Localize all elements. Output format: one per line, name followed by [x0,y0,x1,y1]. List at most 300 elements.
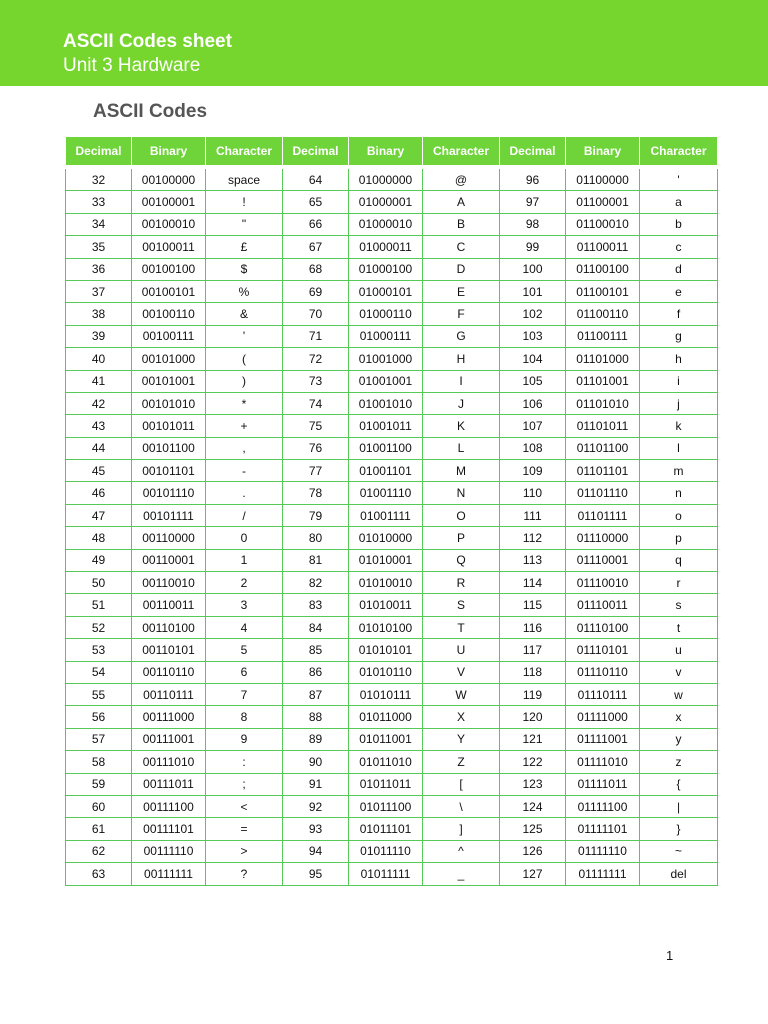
column-header: Decimal [500,137,566,168]
table-row [66,482,718,504]
table-cell: 45 [66,460,132,482]
table-cell: 01100110 [566,303,640,325]
table-cell: 01100100 [566,258,640,280]
table-cell: = [206,818,283,840]
table-cell: 00111101 [132,818,206,840]
table-cell: 01000111 [349,325,423,347]
table-cell: 01001001 [349,370,423,392]
document-title: ASCII Codes sheet [63,31,232,52]
table-cell: 01111101 [566,818,640,840]
table-row [66,773,718,795]
table-cell: ; [206,773,283,795]
column-header: Binary [566,137,640,168]
table-cell: 69 [283,280,349,302]
table-cell: & [206,303,283,325]
table-cell: 01111011 [566,773,640,795]
table-cell: 86 [283,661,349,683]
table-cell: 01011000 [349,706,423,728]
table-cell: 62 [66,840,132,862]
table-cell: d [640,258,718,280]
table-cell: 37 [66,280,132,302]
table-cell: 106 [500,392,566,414]
table-cell: 55 [66,683,132,705]
table-cell: 66 [283,213,349,235]
table-cell: 01001011 [349,415,423,437]
table-cell: 32 [66,167,132,191]
table-cell: @ [423,167,500,191]
table-cell: 56 [66,706,132,728]
table-cell: 77 [283,460,349,482]
table-cell: 01110000 [566,527,640,549]
table-cell: Q [423,549,500,571]
table-cell: . [206,482,283,504]
table-cell: % [206,280,283,302]
table-cell: 00110100 [132,616,206,638]
table-cell: 5 [206,639,283,661]
table-cell: 95 [283,863,349,885]
table-cell: 00111100 [132,795,206,817]
table-cell: [ [423,773,500,795]
table-row [66,594,718,616]
table-cell: P [423,527,500,549]
table-row [66,818,718,840]
table-cell: 01101010 [566,392,640,414]
table-cell: F [423,303,500,325]
table-cell: Y [423,728,500,750]
table-cell: 71 [283,325,349,347]
table-cell: 00110010 [132,572,206,594]
table-cell: > [206,840,283,862]
table-cell: ( [206,348,283,370]
table-cell: 01110110 [566,661,640,683]
table-cell: 122 [500,751,566,773]
table-cell: 01011111 [349,863,423,885]
table-cell: 83 [283,594,349,616]
table-row [66,258,718,280]
table-cell: 01010011 [349,594,423,616]
table-row [66,661,718,683]
table-cell: H [423,348,500,370]
table-cell: 46 [66,482,132,504]
table-cell: 58 [66,751,132,773]
table-cell: o [640,504,718,526]
table-cell: 01010101 [349,639,423,661]
table-cell: q [640,549,718,571]
table-cell: K [423,415,500,437]
table-row [66,863,718,885]
table-cell: k [640,415,718,437]
table-cell: m [640,460,718,482]
table-cell: 118 [500,661,566,683]
table-cell: 01011011 [349,773,423,795]
table-cell: O [423,504,500,526]
table-cell: ? [206,863,283,885]
table-cell: 87 [283,683,349,705]
table-cell: 111 [500,504,566,526]
table-cell: | [640,795,718,817]
table-cell: 00111110 [132,840,206,862]
table-row [66,213,718,235]
table-cell: ! [206,191,283,213]
table-cell: 01111001 [566,728,640,750]
table-cell: 96 [500,167,566,191]
table-cell: 94 [283,840,349,862]
table-cell: / [206,504,283,526]
table-cell: 1 [206,549,283,571]
table-cell: 01010001 [349,549,423,571]
table-cell: x [640,706,718,728]
table-cell: < [206,795,283,817]
table-cell: 01110100 [566,616,640,638]
table-cell: 01010100 [349,616,423,638]
table-cell: 6 [206,661,283,683]
table-cell: 98 [500,213,566,235]
table-row [66,348,718,370]
table-cell: 38 [66,303,132,325]
table-cell: 51 [66,594,132,616]
table-cell: 01111010 [566,751,640,773]
table-cell: a [640,191,718,213]
table-cell: Z [423,751,500,773]
table-cell: 00100111 [132,325,206,347]
table-row [66,639,718,661]
page-number: 1 [666,948,674,963]
table-cell: 3 [206,594,283,616]
table-cell: 50 [66,572,132,594]
table-cell: 00100100 [132,258,206,280]
header-banner [0,0,768,86]
table-cell: 01101110 [566,482,640,504]
table-cell: 105 [500,370,566,392]
table-cell: 00101011 [132,415,206,437]
table-header-row [66,137,718,168]
table-cell: 01011110 [349,840,423,862]
table-cell: W [423,683,500,705]
table-cell: 90 [283,751,349,773]
table-row [66,795,718,817]
table-cell: 00101100 [132,437,206,459]
table-cell: 01011101 [349,818,423,840]
table-cell: 44 [66,437,132,459]
table-cell: 00100101 [132,280,206,302]
table-cell: j [640,392,718,414]
table-cell: 59 [66,773,132,795]
table-row [66,325,718,347]
table-cell: U [423,639,500,661]
table-cell: 01001111 [349,504,423,526]
column-header: Character [423,137,500,168]
table-row [66,728,718,750]
table-cell: ^ [423,840,500,862]
table-cell: D [423,258,500,280]
table-cell: 89 [283,728,349,750]
table-cell: 43 [66,415,132,437]
table-cell: b [640,213,718,235]
table-cell: h [640,348,718,370]
table-cell: 2 [206,572,283,594]
table-cell: 01010110 [349,661,423,683]
table-cell: 00100010 [132,213,206,235]
table-cell: 00100110 [132,303,206,325]
table-row [66,392,718,414]
table-cell: + [206,415,283,437]
table-cell: 01100000 [566,167,640,191]
table-cell: 48 [66,527,132,549]
table-cell: 00101101 [132,460,206,482]
table-row [66,167,718,191]
table-row [66,549,718,571]
table-row [66,437,718,459]
table-cell: del [640,863,718,885]
table-cell: 39 [66,325,132,347]
table-cell: 65 [283,191,349,213]
table-cell: £ [206,236,283,258]
table-cell: 00101110 [132,482,206,504]
table-cell: 4 [206,616,283,638]
table-row [66,840,718,862]
table-cell: 01011100 [349,795,423,817]
table-cell: 49 [66,549,132,571]
table-cell: ~ [640,840,718,862]
table-cell: 01000100 [349,258,423,280]
table-cell: s [640,594,718,616]
table-cell: 110 [500,482,566,504]
table-cell: l [640,437,718,459]
column-header: Binary [132,137,206,168]
table-cell: 107 [500,415,566,437]
table-row [66,280,718,302]
table-cell: 33 [66,191,132,213]
table-cell: 42 [66,392,132,414]
table-cell: : [206,751,283,773]
table-cell: $ [206,258,283,280]
table-row [66,683,718,705]
table-cell: 00101010 [132,392,206,414]
table-cell: 81 [283,549,349,571]
table-cell: 36 [66,258,132,280]
table-cell: 121 [500,728,566,750]
table-cell: 85 [283,639,349,661]
table-cell: 67 [283,236,349,258]
table-cell: f [640,303,718,325]
table-cell: } [640,818,718,840]
table-cell: \ [423,795,500,817]
table-row [66,460,718,482]
table-cell: 01110011 [566,594,640,616]
table-cell: 01000110 [349,303,423,325]
table-cell: 82 [283,572,349,594]
table-cell: 116 [500,616,566,638]
table-cell: 01011001 [349,728,423,750]
table-cell: 00110110 [132,661,206,683]
table-cell: 127 [500,863,566,885]
table-cell: 01001110 [349,482,423,504]
table-cell: 113 [500,549,566,571]
table-cell: { [640,773,718,795]
table-cell: 57 [66,728,132,750]
table-cell: 102 [500,303,566,325]
table-cell: 01101100 [566,437,640,459]
table-cell: 123 [500,773,566,795]
table-cell: 101 [500,280,566,302]
table-cell: 64 [283,167,349,191]
table-cell: _ [423,863,500,885]
table-cell: u [640,639,718,661]
table-cell: T [423,616,500,638]
table-cell: 01001100 [349,437,423,459]
table-cell: 52 [66,616,132,638]
table-cell: 54 [66,661,132,683]
table-cell: 63 [66,863,132,885]
table-cell: 34 [66,213,132,235]
table-cell: 00110011 [132,594,206,616]
table-cell: 68 [283,258,349,280]
table-cell: I [423,370,500,392]
table-cell: 79 [283,504,349,526]
table-cell: 00110001 [132,549,206,571]
table-cell: 00111000 [132,706,206,728]
table-cell: 117 [500,639,566,661]
table-cell: 92 [283,795,349,817]
table-cell: 01111100 [566,795,640,817]
table-row [66,751,718,773]
table-cell: w [640,683,718,705]
table-cell: 125 [500,818,566,840]
table-cell: C [423,236,500,258]
table-cell: 108 [500,437,566,459]
column-header: Decimal [66,137,132,168]
table-cell: p [640,527,718,549]
table-row [66,236,718,258]
table-cell: 35 [66,236,132,258]
table-cell: 74 [283,392,349,414]
table-cell: 112 [500,527,566,549]
table-cell: ) [206,370,283,392]
table-cell: M [423,460,500,482]
table-cell: space [206,167,283,191]
table-cell: 109 [500,460,566,482]
table-row [66,303,718,325]
table-cell: 47 [66,504,132,526]
table-cell: 84 [283,616,349,638]
table-cell: 0 [206,527,283,549]
table-cell: ' [640,167,718,191]
table-cell: J [423,392,500,414]
table-cell: 9 [206,728,283,750]
table-cell: 01011010 [349,751,423,773]
table-cell: 00101000 [132,348,206,370]
table-cell: 00101111 [132,504,206,526]
table-cell: B [423,213,500,235]
table-cell: 99 [500,236,566,258]
table-cell: 104 [500,348,566,370]
table-cell: 00111111 [132,863,206,885]
table-cell: i [640,370,718,392]
document-subtitle: Unit 3 Hardware [63,55,201,76]
table-cell: 01100001 [566,191,640,213]
table-cell: * [206,392,283,414]
table-cell: 91 [283,773,349,795]
table-cell: 126 [500,840,566,862]
table-cell: " [206,213,283,235]
table-cell: 01100011 [566,236,640,258]
table-cell: 124 [500,795,566,817]
table-cell: 103 [500,325,566,347]
table-cell: 01010000 [349,527,423,549]
table-cell: 01110111 [566,683,640,705]
table-cell: N [423,482,500,504]
table-cell: ' [206,325,283,347]
table-cell: 60 [66,795,132,817]
table-cell: 01101111 [566,504,640,526]
table-cell: c [640,236,718,258]
table-cell: 97 [500,191,566,213]
table-cell: 114 [500,572,566,594]
table-cell: 78 [283,482,349,504]
table-cell: 61 [66,818,132,840]
table-cell: X [423,706,500,728]
table-cell: V [423,661,500,683]
column-header: Character [206,137,283,168]
table-cell: 01100111 [566,325,640,347]
table-cell: 72 [283,348,349,370]
table-cell: 01101000 [566,348,640,370]
table-cell: 01001000 [349,348,423,370]
table-cell: L [423,437,500,459]
table-cell: 76 [283,437,349,459]
table-cell: 01111110 [566,840,640,862]
table-cell: 01001101 [349,460,423,482]
table-cell: 70 [283,303,349,325]
table-cell: 00101001 [132,370,206,392]
table-cell: R [423,572,500,594]
table-body [66,167,718,885]
table-row [66,706,718,728]
column-header: Character [640,137,718,168]
table-cell: 01010111 [349,683,423,705]
table-row [66,616,718,638]
table-cell: 01101011 [566,415,640,437]
table-cell: 01111111 [566,863,640,885]
table-cell: 01101101 [566,460,640,482]
column-header: Decimal [283,137,349,168]
table-cell: 53 [66,639,132,661]
table-cell: r [640,572,718,594]
table-cell: 41 [66,370,132,392]
table-cell: 01111000 [566,706,640,728]
table-cell: z [640,751,718,773]
table-cell: 00100000 [132,167,206,191]
table-row [66,572,718,594]
table-cell: A [423,191,500,213]
table-cell: 00111010 [132,751,206,773]
table-cell: 01001010 [349,392,423,414]
table-cell: 93 [283,818,349,840]
table-cell: 01000011 [349,236,423,258]
table-cell: G [423,325,500,347]
table-cell: 00110111 [132,683,206,705]
table-cell: 01110010 [566,572,640,594]
table-cell: 75 [283,415,349,437]
table-row [66,527,718,549]
ascii-table [65,136,718,886]
table-cell: 7 [206,683,283,705]
table-cell: 01101001 [566,370,640,392]
table-cell: S [423,594,500,616]
section-heading: ASCII Codes [93,101,208,122]
table-cell: 00100011 [132,236,206,258]
table-cell: t [640,616,718,638]
